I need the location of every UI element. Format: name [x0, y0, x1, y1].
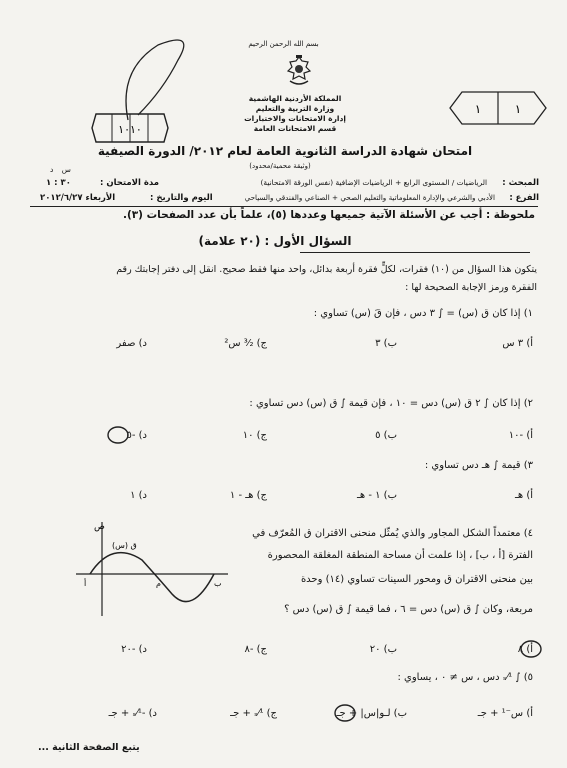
duration-value: ٣٠ : ١	[46, 178, 71, 188]
q1-option-b: ب) ٣	[375, 338, 397, 349]
q3-option-a: أ) هـ	[514, 490, 533, 501]
header-divider	[30, 206, 538, 207]
paper-number-box	[448, 88, 548, 128]
q4-option-b: ب) ٢٠	[369, 644, 397, 655]
point-b-label: ب	[214, 579, 222, 588]
q4-answer-circle	[518, 638, 544, 660]
subject-value: الرياضيات / المستوى الرابع + الرياضيات الإضافية (نفس الورقة الامتحانية)	[260, 178, 487, 187]
exam-title: امتحان شهادة الدراسة الثانوية العامة لعام ٢٠١٢/ الدورة الصيفية	[97, 144, 473, 158]
y-axis-label: ص	[94, 522, 105, 532]
q5-answer-circle	[332, 702, 358, 724]
q4-option-c: ج) -٨	[244, 644, 267, 655]
ministry-line-1: المملكة الأردنية الهاشمية	[248, 94, 342, 103]
q4-option-d: د) -٢٠	[121, 644, 147, 655]
section-title: السؤال الأول : (٢٠ علامة)	[198, 234, 352, 248]
function-graph	[72, 520, 232, 620]
ministry-line-3: إدارة الامتحانات والاختبارات	[244, 114, 346, 123]
question-4-line-2: الفترة [أ ، ب] ، إذا علمت أن مساحة المنطقة المغلقة المحصورة	[267, 550, 533, 561]
section-underline	[300, 252, 530, 253]
intro-line-2: الفقرة ورمز الإجابة الصحيحة لها :	[405, 282, 537, 293]
q2-option-b: ب) ٥	[375, 430, 397, 441]
question-5-stem: ٥) ∫ ¹⁄ₛ دس ، س ≠ ٠ ، يساوي :	[397, 672, 533, 683]
q2-option-a: أ) -١٠	[508, 430, 533, 441]
duration-label: مدة الامتحان :	[100, 178, 160, 188]
protected-notice: (وثيقة محمية/محدود)	[249, 162, 311, 170]
code-stamp-text: ١٠١٠	[118, 123, 142, 136]
curve-label: ق (س)	[112, 541, 137, 550]
branch-value: الأدبي والشرعي والإدارة المعلوماتية والتعليم الصحي + الصناعي والفندقي والسياحي	[244, 193, 495, 202]
q2-option-d: د) -٥	[126, 430, 147, 441]
footer-continue: يتبع الصفحة الثانية ...	[38, 742, 140, 753]
point-a-label: أ	[84, 579, 87, 588]
ministry-line-2: وزارة التربية والتعليم	[255, 104, 335, 113]
q1-option-a: أ) ٣ س	[502, 338, 533, 349]
intro-line-1: يتكون هذا السؤال من (١٠) فقرات، لكلٍّ فقرة أربعة بدائل، واحد منها فقط صحيح. انقل إلى دفتر إجابتك رقم	[116, 264, 537, 275]
q5-option-b: ب) لـو|س| + جـ	[336, 708, 407, 719]
q1-option-d: د) صفر	[116, 338, 147, 349]
question-3-stem: ٣) قيمة ∫ هـ دس تساوي :	[424, 460, 533, 471]
question-1-stem: ١) إذا كان ق (س) = ∫ ٣ دس ، فإن قَ (س) تساوي :	[313, 308, 533, 319]
handwritten-scribble	[108, 30, 198, 125]
q2-answer-circle	[105, 424, 131, 446]
paper-number-right: ١	[514, 102, 522, 116]
jordan-emblem-icon	[284, 55, 314, 89]
q3-option-b: ب) ١ - هـ	[356, 490, 397, 501]
question-4-line-3: بين منحنى الاقتران ق ومحور السينات تساوي (١٤) وحدة	[300, 574, 533, 585]
q5-option-c: ج) ¹⁄ₛ + جـ	[230, 708, 277, 719]
subject-label: المبحث :	[502, 178, 539, 188]
paper-number-left: ١	[474, 102, 482, 116]
function-curve	[90, 553, 214, 602]
q1-option-c: ج) ³⁄₂ س²	[224, 338, 267, 349]
q3-option-c: ج) هـ - ١	[229, 490, 267, 501]
branch-label: الفرع :	[509, 193, 539, 203]
question-4-line-1: ٤) معتمداً الشكل المجاور والذي يُمثّل منحنى الاقتران ق المُعرّف في	[252, 528, 533, 539]
ministry-line-4: قسم الامتحانات العامة	[253, 124, 337, 133]
question-2-stem: ٢) إذا كان ∫ ٢ ق (س) دس = ١٠ ، فإن قيمة ∫ ق (س) دس تساوي :	[249, 398, 533, 409]
q5-option-a: أ) س⁻¹ + جـ	[477, 708, 533, 719]
q3-option-d: د) ١	[130, 490, 147, 501]
q4-option-a: أ) ٨	[517, 644, 533, 655]
bismillah: بسم الله الرحمن الرحيم	[248, 40, 319, 48]
date-label: اليوم والتاريخ :	[150, 193, 213, 203]
date-value: الأربعاء ٢٠١٢/٦/٢٧	[40, 193, 116, 203]
q5-option-d: د) -¹⁄ₛ + جـ	[108, 708, 157, 719]
q2-option-c: ج) ١٠	[242, 430, 267, 441]
question-4-line-4: مربعة، وكان ∫ ق (س) دس = ٦ ، فما قيمة ∫ ق (س) دس ؟	[284, 604, 533, 615]
point-m-label: م	[156, 579, 161, 588]
duration-units: س د	[50, 165, 71, 174]
exam-note: ملحوظة : أجب عن الأسئلة الآتية جميعها وعددها (٥)، علماً بأن عدد الصفحات (٣).	[122, 209, 535, 221]
